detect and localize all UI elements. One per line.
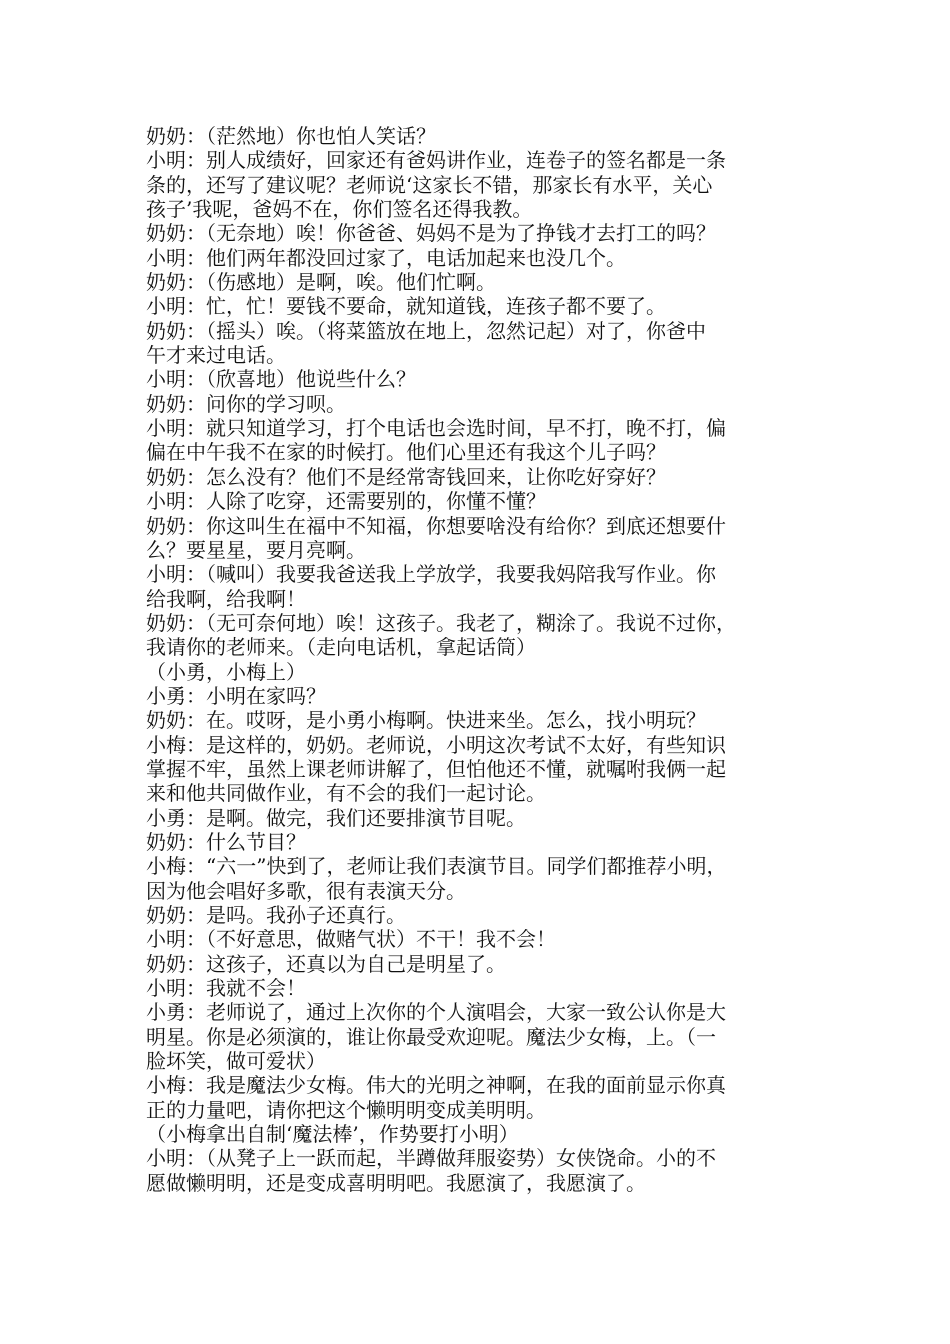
text-line: 小勇：是啊。做完，我们还要排演节目呢。 [146, 805, 526, 830]
text-line: 小明：（从凳子上一跃而起，半蹲做拜服姿势）女侠饶命。小的不 [146, 1146, 716, 1171]
text-line: 小梅：是这样的，奶奶。老师说，小明这次考试不太好，有些知识 [146, 732, 726, 757]
text-line: 小明：人除了吃穿，还需要别的，你懂不懂？ [146, 489, 546, 514]
text-line: 小明：（不好意思，做赌气状）不干！我不会！ [146, 927, 556, 952]
text-line: 小明：他们两年都没回过家了，电话加起来也没几个。 [146, 245, 626, 270]
text-line: 奶奶：这孩子，还真以为自己是明星了。 [146, 951, 506, 976]
text-line: 小明：（喊叫）我要我爸送我上学放学，我要我妈陪我写作业。你 [146, 562, 716, 587]
text-line: 小勇：老师说了，通过上次你的个人演唱会，大家一致公认你是大 [146, 1000, 726, 1025]
text-line: 小明：别人成绩好，回家还有爸妈讲作业，连卷子的签名都是一条 [146, 148, 726, 173]
text-line: 小明：我就不会！ [146, 976, 306, 1001]
text-line: 奶奶：是吗。我孙子还真行。 [146, 903, 406, 927]
text-line: 脸坏笑，做可爱状） [146, 1049, 326, 1074]
text-line: 奶奶：（茫然地）你也怕人笑话？ [146, 124, 436, 148]
text-line: （小梅拿出自制‘魔法棒’，作势要打小明） [146, 1122, 519, 1147]
text-line: 奶奶：怎么没有？他们不是经常寄钱回来，让你吃好穿好？ [146, 464, 666, 489]
text-line: 小勇：小明在家吗？ [146, 683, 326, 708]
text-line: 来和他共同做作业，有不会的我们一起讨论。 [146, 781, 546, 806]
text-line: 偏在中午我不在家的时候打。他们心里还有我这个儿子吗？ [146, 440, 666, 465]
text-line: 我请你的老师来。（走向电话机，拿起话筒） [146, 635, 536, 660]
text-line: （小勇，小梅上） [146, 659, 306, 684]
text-line: 条的，还写了建议呢？老师说‘这家长不错，那家长有水平，关心 [146, 172, 713, 197]
text-line: 小明：（欣喜地）他说些什么？ [146, 367, 416, 392]
text-line: 小梅：我是魔法少女梅。伟大的光明之神啊，在我的面前显示你真 [146, 1073, 726, 1098]
text-line: 奶奶：（伤感地）是啊，唉。他们忙啊。 [146, 270, 496, 295]
text-line: 小明：忙，忙！要钱不要命，就知道钱，连孩子都不要了。 [146, 294, 666, 319]
text-line: 明星。你是必须演的，谁让你最受欢迎呢。魔法少女梅，上。（一 [146, 1024, 716, 1049]
text-line: 愿做懒明明，还是变成喜明明吧。我愿演了，我愿演了。 [146, 1170, 646, 1195]
text-line: 小明：就只知道学习，打个电话也会选时间，早不打，晚不打，偏 [146, 416, 726, 441]
text-line: 给我啊，给我啊！ [146, 586, 306, 611]
text-line: 奶奶：你这叫生在福中不知福，你想要啥没有给你？到底还想要什 [146, 513, 726, 538]
text-line: 奶奶：什么节目？ [146, 829, 306, 854]
text-line: 么？要星星，要月亮啊。 [146, 537, 366, 562]
text-line: 奶奶：在。哎呀，是小勇小梅啊。快进来坐。怎么，找小明玩？ [146, 708, 706, 733]
text-line: 小梅：“六一”快到了，老师让我们表演节目。同学们都推荐小明， [146, 854, 727, 879]
text-line: 午才来过电话。 [146, 343, 286, 368]
text-line: 奶奶：（无奈地）唉！你爸爸、妈妈不是为了挣钱才去打工的吗？ [146, 221, 716, 246]
text-line: 因为他会唱好多歌，很有表演天分。 [146, 878, 466, 903]
text-line: 奶奶：问你的学习呗。 [146, 391, 346, 416]
text-line: 孩子’我呢，爸妈不在，你们签名还得我教。 [146, 197, 533, 222]
text-line: 正的力量吧，请你把这个懒明明变成美明明。 [146, 1097, 546, 1122]
text-line: 掌握不牢，虽然上课老师讲解了，但怕他还不懂，就嘱咐我俩一起 [146, 756, 726, 781]
text-line: 奶奶：（摇头）唉。（将菜篮放在地上，忽然记起）对了，你爸中 [146, 318, 706, 343]
text-line: 奶奶：（无可奈何地）唉！这孩子。我老了，糊涂了。我说不过你， [146, 610, 736, 635]
script-text [146, 124, 836, 1195]
